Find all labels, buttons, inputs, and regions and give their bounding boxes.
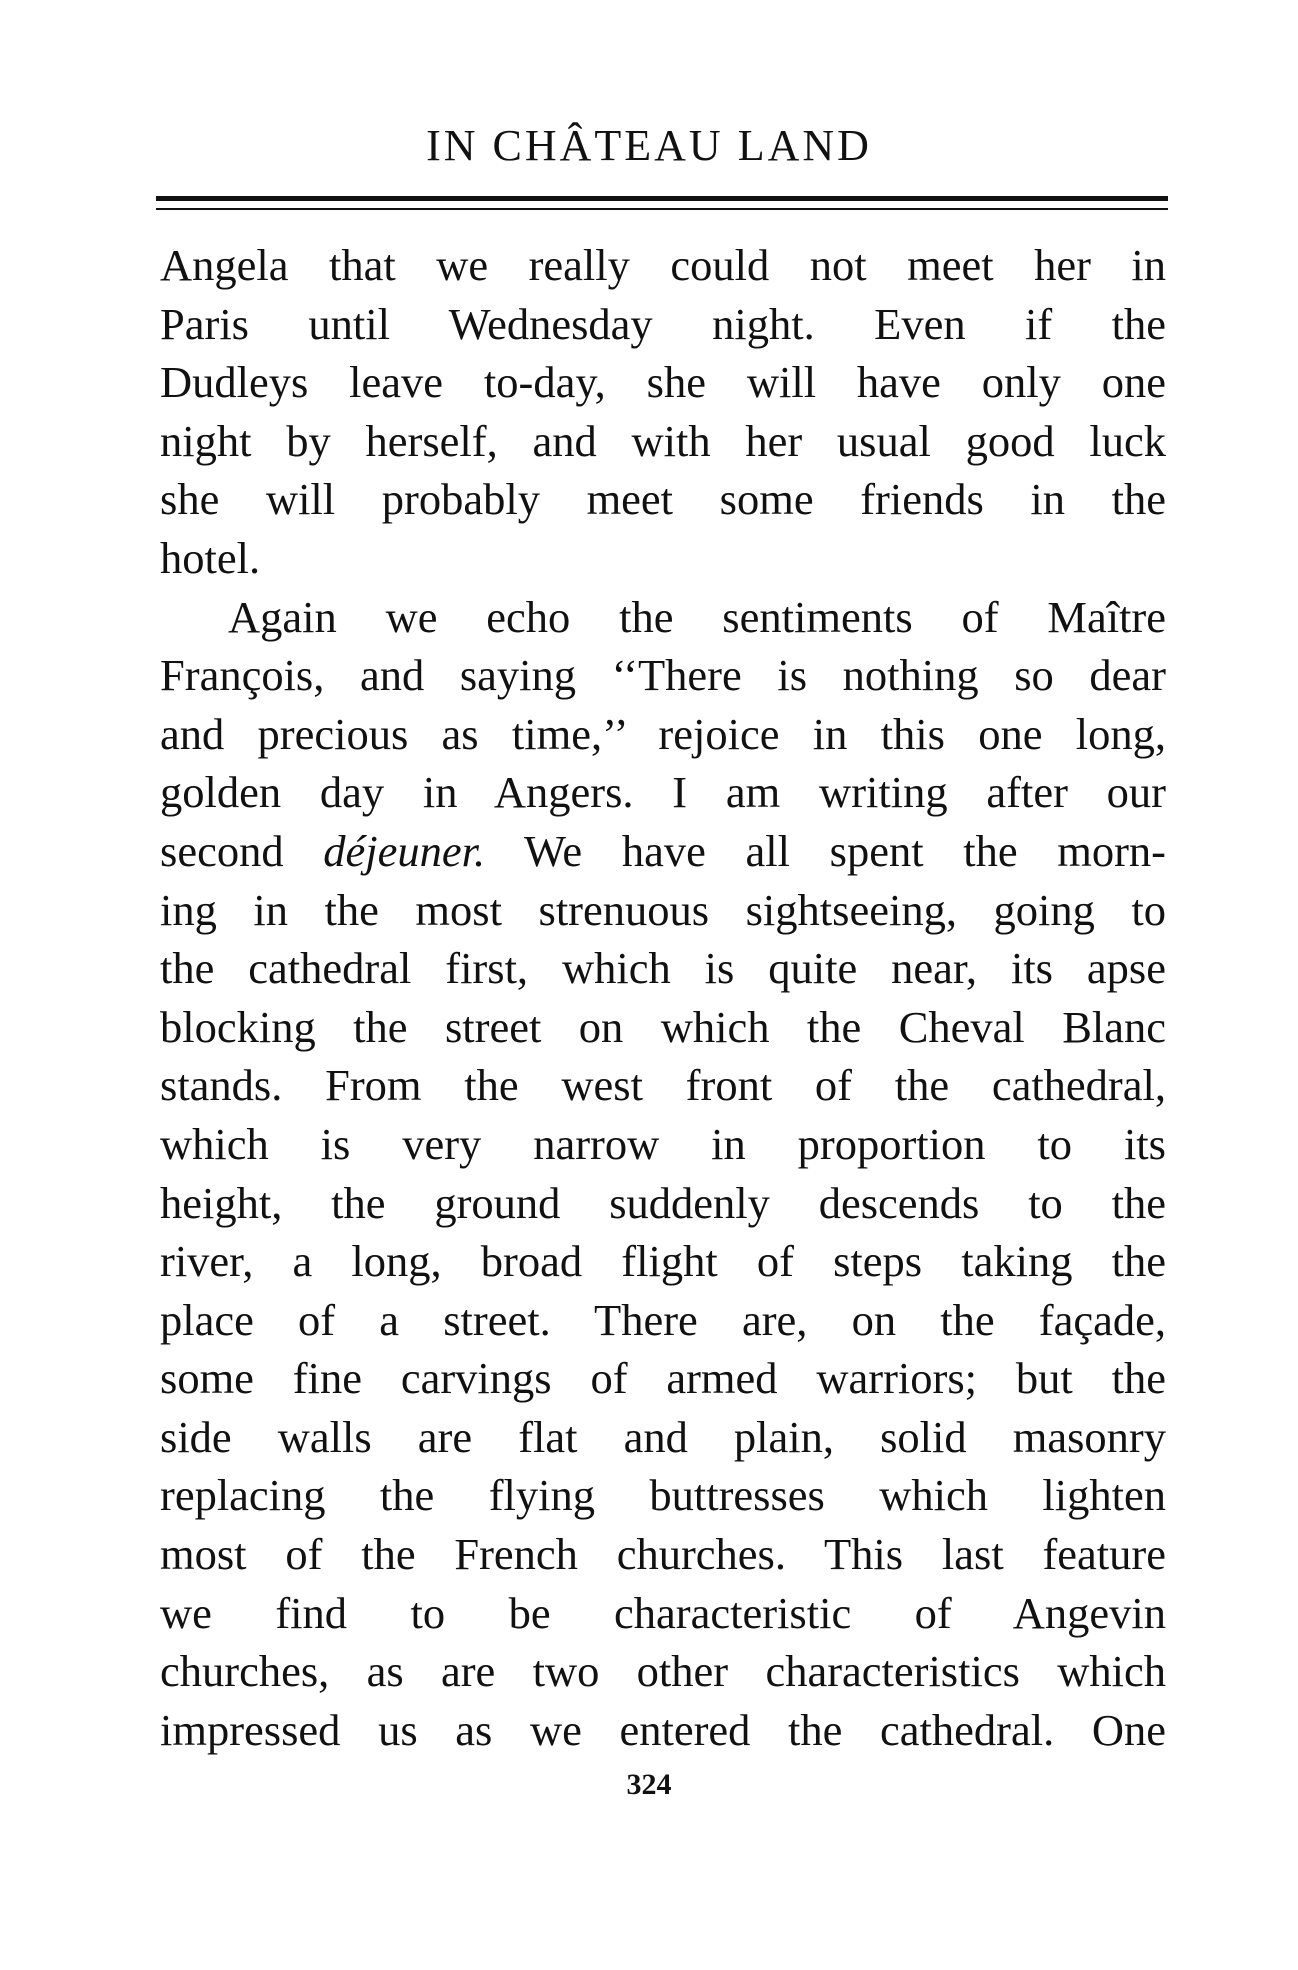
text-line: the cathedral first, which is quite near, its apse <box>160 943 1166 994</box>
text-line: stands. From the west front of the cathedral, <box>160 1060 1166 1111</box>
text-line: impressed us as we entered the cathedral. One <box>160 1704 1166 1755</box>
text-line: night by herself, and with her usual good luck <box>160 415 1166 466</box>
text-line: blocking the street on which the Cheval Blanc <box>160 1001 1166 1052</box>
text-line: river, a long, broad flight of steps taking the <box>160 1236 1166 1287</box>
text-line: ing in the most strenuous sightseeing, going to <box>160 884 1166 935</box>
text-line: which is very narrow in proportion to its <box>160 1118 1166 1169</box>
text-line: height, the ground suddenly descends to the <box>160 1177 1166 1228</box>
body-text <box>160 236 1166 1759</box>
text-line: churches, as are two other characteristics which <box>160 1646 1166 1697</box>
text-line <box>160 822 1166 881</box>
text-line: and precious as time,’’ rejoice in this one long, <box>160 708 1166 759</box>
header-rule-thin <box>156 208 1168 210</box>
text-line: Angela that we really could not meet her in <box>160 240 1166 290</box>
text-line: she will probably meet some friends in the <box>160 474 1166 525</box>
text-line: hotel. <box>160 532 261 583</box>
text-line: replacing the flying buttresses which lighten <box>160 1470 1166 1521</box>
text-line: Paris until Wednesday night. Even if the <box>160 298 1166 349</box>
text-line: Dudleys leave to-day, she will have only one <box>160 357 1166 408</box>
italic-word: déjeuner. <box>323 825 486 876</box>
running-head: IN CHÂTEAU LAND <box>426 121 872 170</box>
text-line: we find to be characteristic of Angevin <box>160 1587 1166 1638</box>
text-line: golden day in Angers. I am writing after our <box>160 767 1166 818</box>
text-fragment: We have all spent the morn- <box>485 825 1166 876</box>
text-line: François, and saying ‘‘There is nothing so dear <box>160 650 1166 701</box>
page-number: 324 <box>626 1768 672 1801</box>
text-line: some fine carvings of armed warriors; but the <box>160 1353 1166 1404</box>
header-rule-thick <box>156 196 1168 201</box>
text-line: place of a street. There are, on the façade, <box>160 1294 1166 1345</box>
text-line: most of the French churches. This last feature <box>160 1529 1166 1580</box>
paragraph-first-line: Again we echo the sentiments of Maître <box>228 591 1166 642</box>
text-fragment: second <box>160 825 324 876</box>
text-line: side walls are flat and plain, solid masonry <box>160 1411 1166 1462</box>
